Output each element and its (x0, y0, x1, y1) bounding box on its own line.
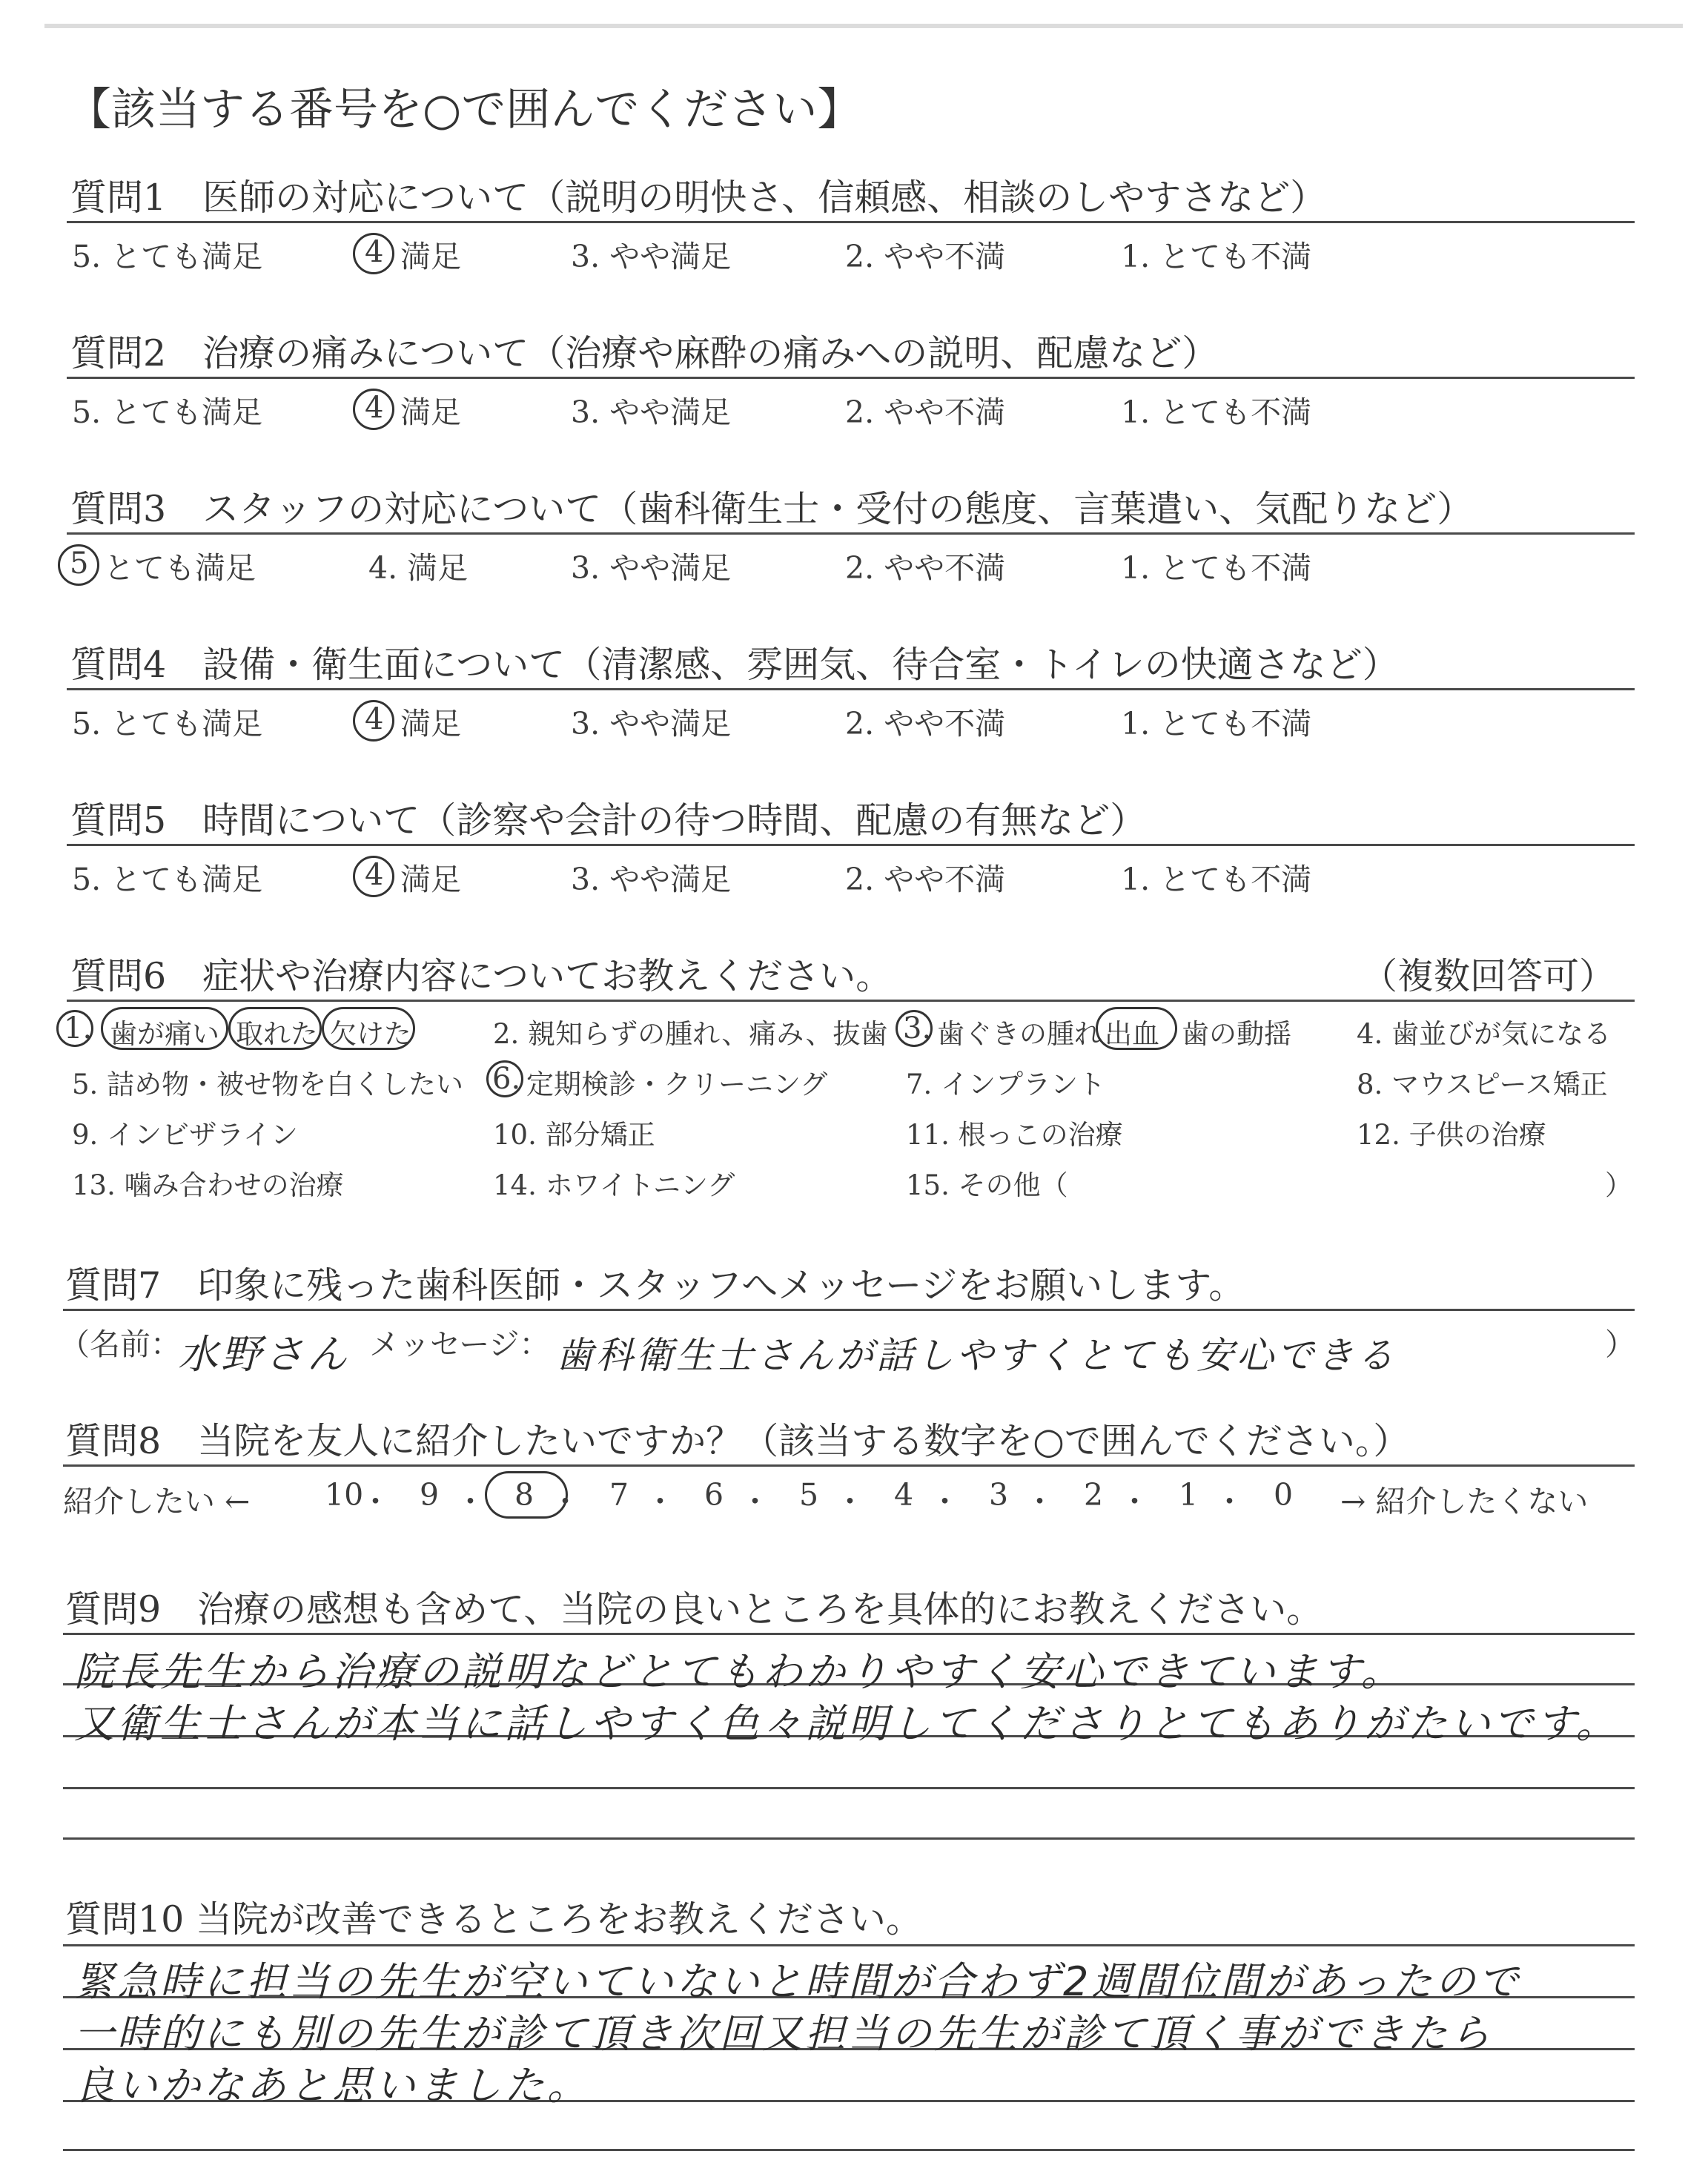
q8-scale-separator: ・ (835, 1484, 865, 1519)
q8-scale-number-7[interactable]: 7 (609, 1477, 629, 1513)
q10-rule-5 (63, 2149, 1635, 2151)
q8-scale-separator: ・ (550, 1484, 580, 1519)
q6-option-1-text-a[interactable]: 歯が痛い (110, 1018, 219, 1050)
q5-option-4-number[interactable]: 4 (365, 858, 384, 892)
q6-option-5[interactable]: 5. 詰め物・被せ物を白くしたい (72, 1069, 464, 1100)
q6-option-1-number[interactable]: 1. (64, 1011, 93, 1046)
q4-option-4-number[interactable]: 4 (365, 702, 384, 736)
q1-option-4[interactable]: 満足 (400, 239, 461, 274)
q6-option-15-close: ） (1605, 1169, 1632, 1201)
q6-title: 質問6 症状や治療内容についてお教えください。 (70, 955, 893, 997)
q1-rule (67, 221, 1635, 223)
q8-scale-number-8[interactable]: 8 (514, 1477, 534, 1513)
q3-title: 質問3 スタッフの対応について（歯科衛生士・受付の態度、言葉遣い、気配りなど） (70, 488, 1474, 530)
q8-scale-separator: ・ (930, 1484, 960, 1519)
q5-option-3[interactable]: 3. やや満足 (571, 862, 732, 897)
q1-option-2[interactable]: 2. やや不満 (845, 239, 1006, 274)
q8-scale-number-0[interactable]: 0 (1274, 1477, 1294, 1513)
q9-rule-1 (63, 1633, 1635, 1635)
q5-title: 質問5 時間について（診察や会計の待つ時間、配慮の有無など） (70, 799, 1147, 842)
q6-option-1-text-b[interactable]: 取れた (236, 1018, 318, 1050)
q7-name-value[interactable]: 水野さん (178, 1331, 350, 1378)
q8-right-label: → 紹介したくない (1340, 1484, 1589, 1519)
q6-option-15[interactable]: 15. その他（ (906, 1169, 1068, 1201)
q1-option-1[interactable]: 1. とても不満 (1121, 239, 1312, 274)
q8-title: 質問8 当院を友人に紹介したいですか？（該当する数字を○で囲んでください。） (65, 1420, 1410, 1462)
q2-option-2[interactable]: 2. やや不満 (845, 394, 1006, 430)
q3-option-5[interactable]: とても満足 (104, 550, 256, 586)
q8-scale-separator: ・ (645, 1484, 675, 1519)
q3-rule (67, 532, 1635, 535)
q10-answer-line-3[interactable]: 良いかなあと思いました。 (74, 2062, 590, 2109)
q2-option-4[interactable]: 満足 (400, 394, 461, 430)
q4-option-2[interactable]: 2. やや不満 (845, 706, 1006, 742)
q6-option-3-text-c[interactable]: 歯の動揺 (1182, 1018, 1291, 1050)
q8-scale-number-3[interactable]: 3 (989, 1477, 1009, 1513)
q4-option-4[interactable]: 満足 (400, 706, 461, 742)
q8-scale-number-6[interactable]: 6 (704, 1477, 724, 1513)
q6-option-12[interactable]: 12. 子供の治療 (1357, 1119, 1546, 1151)
q5-option-5[interactable]: 5. とても満足 (72, 862, 263, 897)
q5-rule (67, 844, 1635, 846)
q7-rule (63, 1309, 1635, 1311)
q8-scale-separator: ・ (1214, 1484, 1245, 1519)
q6-option-9[interactable]: 9. インビザライン (72, 1119, 298, 1151)
q3-option-1[interactable]: 1. とても不満 (1121, 550, 1312, 586)
q9-rule-4 (63, 1787, 1635, 1789)
q2-option-4-number[interactable]: 4 (365, 391, 384, 425)
q4-option-3[interactable]: 3. やや満足 (571, 706, 732, 742)
q6-option-14[interactable]: 14. ホワイトニング (493, 1169, 735, 1201)
q4-option-5[interactable]: 5. とても満足 (72, 706, 263, 742)
q9-title: 質問9 治療の感想も含めて、当院の良いところを具体的にお教えください。 (65, 1588, 1323, 1631)
q6-option-3-text-a[interactable]: 歯ぐきの腫れ (937, 1018, 1102, 1050)
q7-name-label: （名前： (59, 1327, 181, 1362)
q8-scale-number-10[interactable]: 10 (325, 1477, 364, 1513)
q6-option-10[interactable]: 10. 部分矯正 (493, 1119, 655, 1151)
q6-option-6-number[interactable]: 6. (492, 1062, 521, 1096)
q1-option-3[interactable]: 3. やや満足 (571, 239, 732, 274)
q8-scale-number-4[interactable]: 4 (894, 1477, 914, 1513)
q8-scale-number-1[interactable]: 1 (1179, 1477, 1199, 1513)
q6-multiple-note: （複数回答可） (1361, 955, 1616, 997)
q5-option-1[interactable]: 1. とても不満 (1121, 862, 1312, 897)
q5-option-2[interactable]: 2. やや不満 (845, 862, 1006, 897)
q2-option-3[interactable]: 3. やや満足 (571, 394, 732, 430)
q3-option-3[interactable]: 3. やや満足 (571, 550, 732, 586)
q8-scale-separator: ・ (1119, 1484, 1150, 1519)
q4-rule (67, 688, 1635, 690)
q8-scale-number-5[interactable]: 5 (799, 1477, 819, 1513)
q2-title: 質問2 治療の痛みについて（治療や麻酔の痛みへの説明、配慮など） (70, 332, 1219, 374)
q10-title: 質問10 当院が改善できるところをお教えください。 (65, 1898, 922, 1941)
q6-option-2[interactable]: 2. 親知らずの腫れ、痛み、抜歯 (493, 1018, 888, 1050)
top-border (44, 24, 1683, 28)
q2-option-5[interactable]: 5. とても満足 (72, 394, 263, 430)
q1-option-4-number[interactable]: 4 (365, 235, 384, 269)
q1-title: 質問1 医師の対応について（説明の明快さ、信頼感、相談のしやすさなど） (70, 176, 1327, 219)
q1-option-5[interactable]: 5. とても満足 (72, 239, 263, 274)
q8-scale-separator: ・ (1025, 1484, 1055, 1519)
q8-left-label: 紹介したい ← (63, 1484, 251, 1519)
q7-close: ） (1605, 1327, 1635, 1362)
q4-title: 質問4 設備・衛生面について（清潔感、雰囲気、待合室・トイレの快適さなど） (70, 644, 1399, 686)
q3-option-4[interactable]: 4. 満足 (368, 550, 469, 586)
q6-option-4[interactable]: 4. 歯並びが気になる (1357, 1018, 1612, 1050)
q8-scale-separator: ・ (360, 1484, 391, 1519)
q3-option-5-number[interactable]: 5 (70, 546, 89, 581)
q6-rule (67, 1000, 1635, 1002)
q2-rule (67, 377, 1635, 379)
q8-scale-separator: ・ (740, 1484, 770, 1519)
q9-rule-5 (63, 1837, 1635, 1840)
q10-rule-1 (63, 1944, 1635, 1946)
q6-option-1-text-c[interactable]: 欠けた (329, 1018, 411, 1050)
q6-option-11[interactable]: 11. 根っこの治療 (906, 1119, 1123, 1151)
q4-option-1[interactable]: 1. とても不満 (1121, 706, 1312, 742)
q10-answer-line-1[interactable]: 緊急時に担当の先生が空いていないと時間が合わず2週間位間があったので (74, 1958, 1521, 2005)
q7-message-value[interactable]: 歯科衛生士さんが話しやすくとても安心できる (556, 1334, 1397, 1377)
q6-option-7[interactable]: 7. インプラント (906, 1069, 1106, 1100)
q7-title: 質問7 印象に残った歯科医師・スタッフへメッセージをお願いします。 (65, 1264, 1245, 1307)
q6-option-13[interactable]: 13. 噛み合わせの治療 (72, 1169, 344, 1201)
q6-option-3-text-b[interactable]: 出血 (1105, 1018, 1159, 1050)
q3-option-2[interactable]: 2. やや不満 (845, 550, 1006, 586)
q8-scale-separator: ・ (455, 1484, 486, 1519)
q9-answer-line-2[interactable]: 又衛生士さんが本当に話しやすく色々説明してくださりとてもありがたいです。 (74, 1700, 1619, 1747)
form-header: 【該当する番号を○で囲んでください】 (67, 84, 862, 136)
q8-scale-number-9[interactable]: 9 (420, 1477, 440, 1513)
q7-message-label: メッセージ： (369, 1327, 550, 1362)
q5-option-4[interactable]: 満足 (400, 862, 461, 897)
q8-rule (63, 1464, 1635, 1467)
q8-scale-number-2[interactable]: 2 (1084, 1477, 1104, 1513)
q6-option-3-number[interactable]: 3. (903, 1011, 932, 1046)
q6-option-6[interactable]: 定期検診・クリーニング (526, 1069, 828, 1100)
q6-option-8[interactable]: 8. マウスピース矯正 (1357, 1069, 1608, 1100)
q2-option-1[interactable]: 1. とても不満 (1121, 394, 1312, 430)
q10-answer-line-2[interactable]: 一時的にも別の先生が診て頂き次回又担当の先生が診て頂く事ができたら (74, 2010, 1493, 2057)
q9-answer-line-1[interactable]: 院長先生から治療の説明などとてもわかりやすく安心できています。 (74, 1648, 1404, 1695)
